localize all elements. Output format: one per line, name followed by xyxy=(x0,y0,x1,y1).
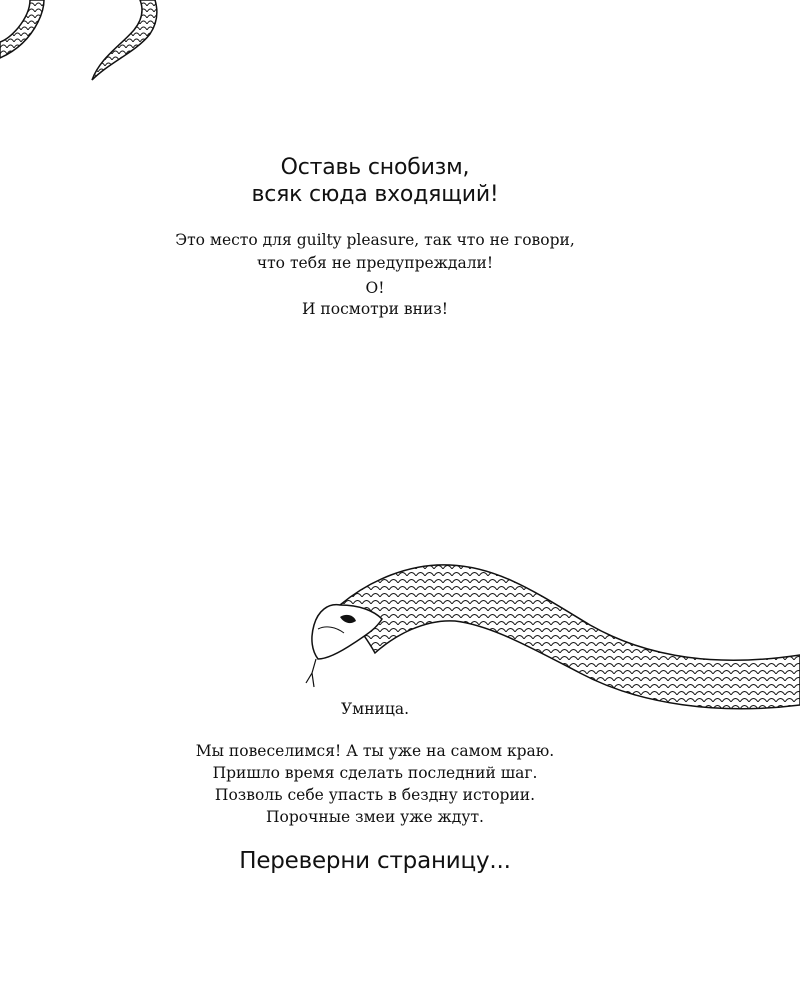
snake-head-illustration xyxy=(290,555,800,715)
outro-line-3: Позволь себе упасть в бездну истории. xyxy=(214,786,536,804)
outro-line-4: Порочные змеи уже ждут. xyxy=(266,808,484,826)
heading-line-2: всяк сюда входящий! xyxy=(251,182,499,207)
exclamation-text: О! xyxy=(365,279,385,297)
heading-line-1: Оставь снобизм, xyxy=(280,155,470,180)
outro-line-2: Пришло время сделать последний шаг. xyxy=(212,764,538,782)
turn-page-text: Переверни страницу... xyxy=(239,848,511,874)
outro-line-1: Мы повеселимся! А ты уже на самом краю. xyxy=(195,742,555,760)
snake-tail-illustration xyxy=(0,0,170,90)
praise-text: Умница. xyxy=(340,700,410,718)
outro-paragraph xyxy=(0,740,750,828)
intro-line-1: Это место для guilty pleasure, так что не говори, xyxy=(175,231,575,249)
intro-paragraph xyxy=(0,229,750,275)
page-heading xyxy=(0,154,750,208)
look-down-text: И посмотри вниз! xyxy=(301,300,448,318)
intro-line-2: что тебя не предупреждали! xyxy=(256,254,494,272)
